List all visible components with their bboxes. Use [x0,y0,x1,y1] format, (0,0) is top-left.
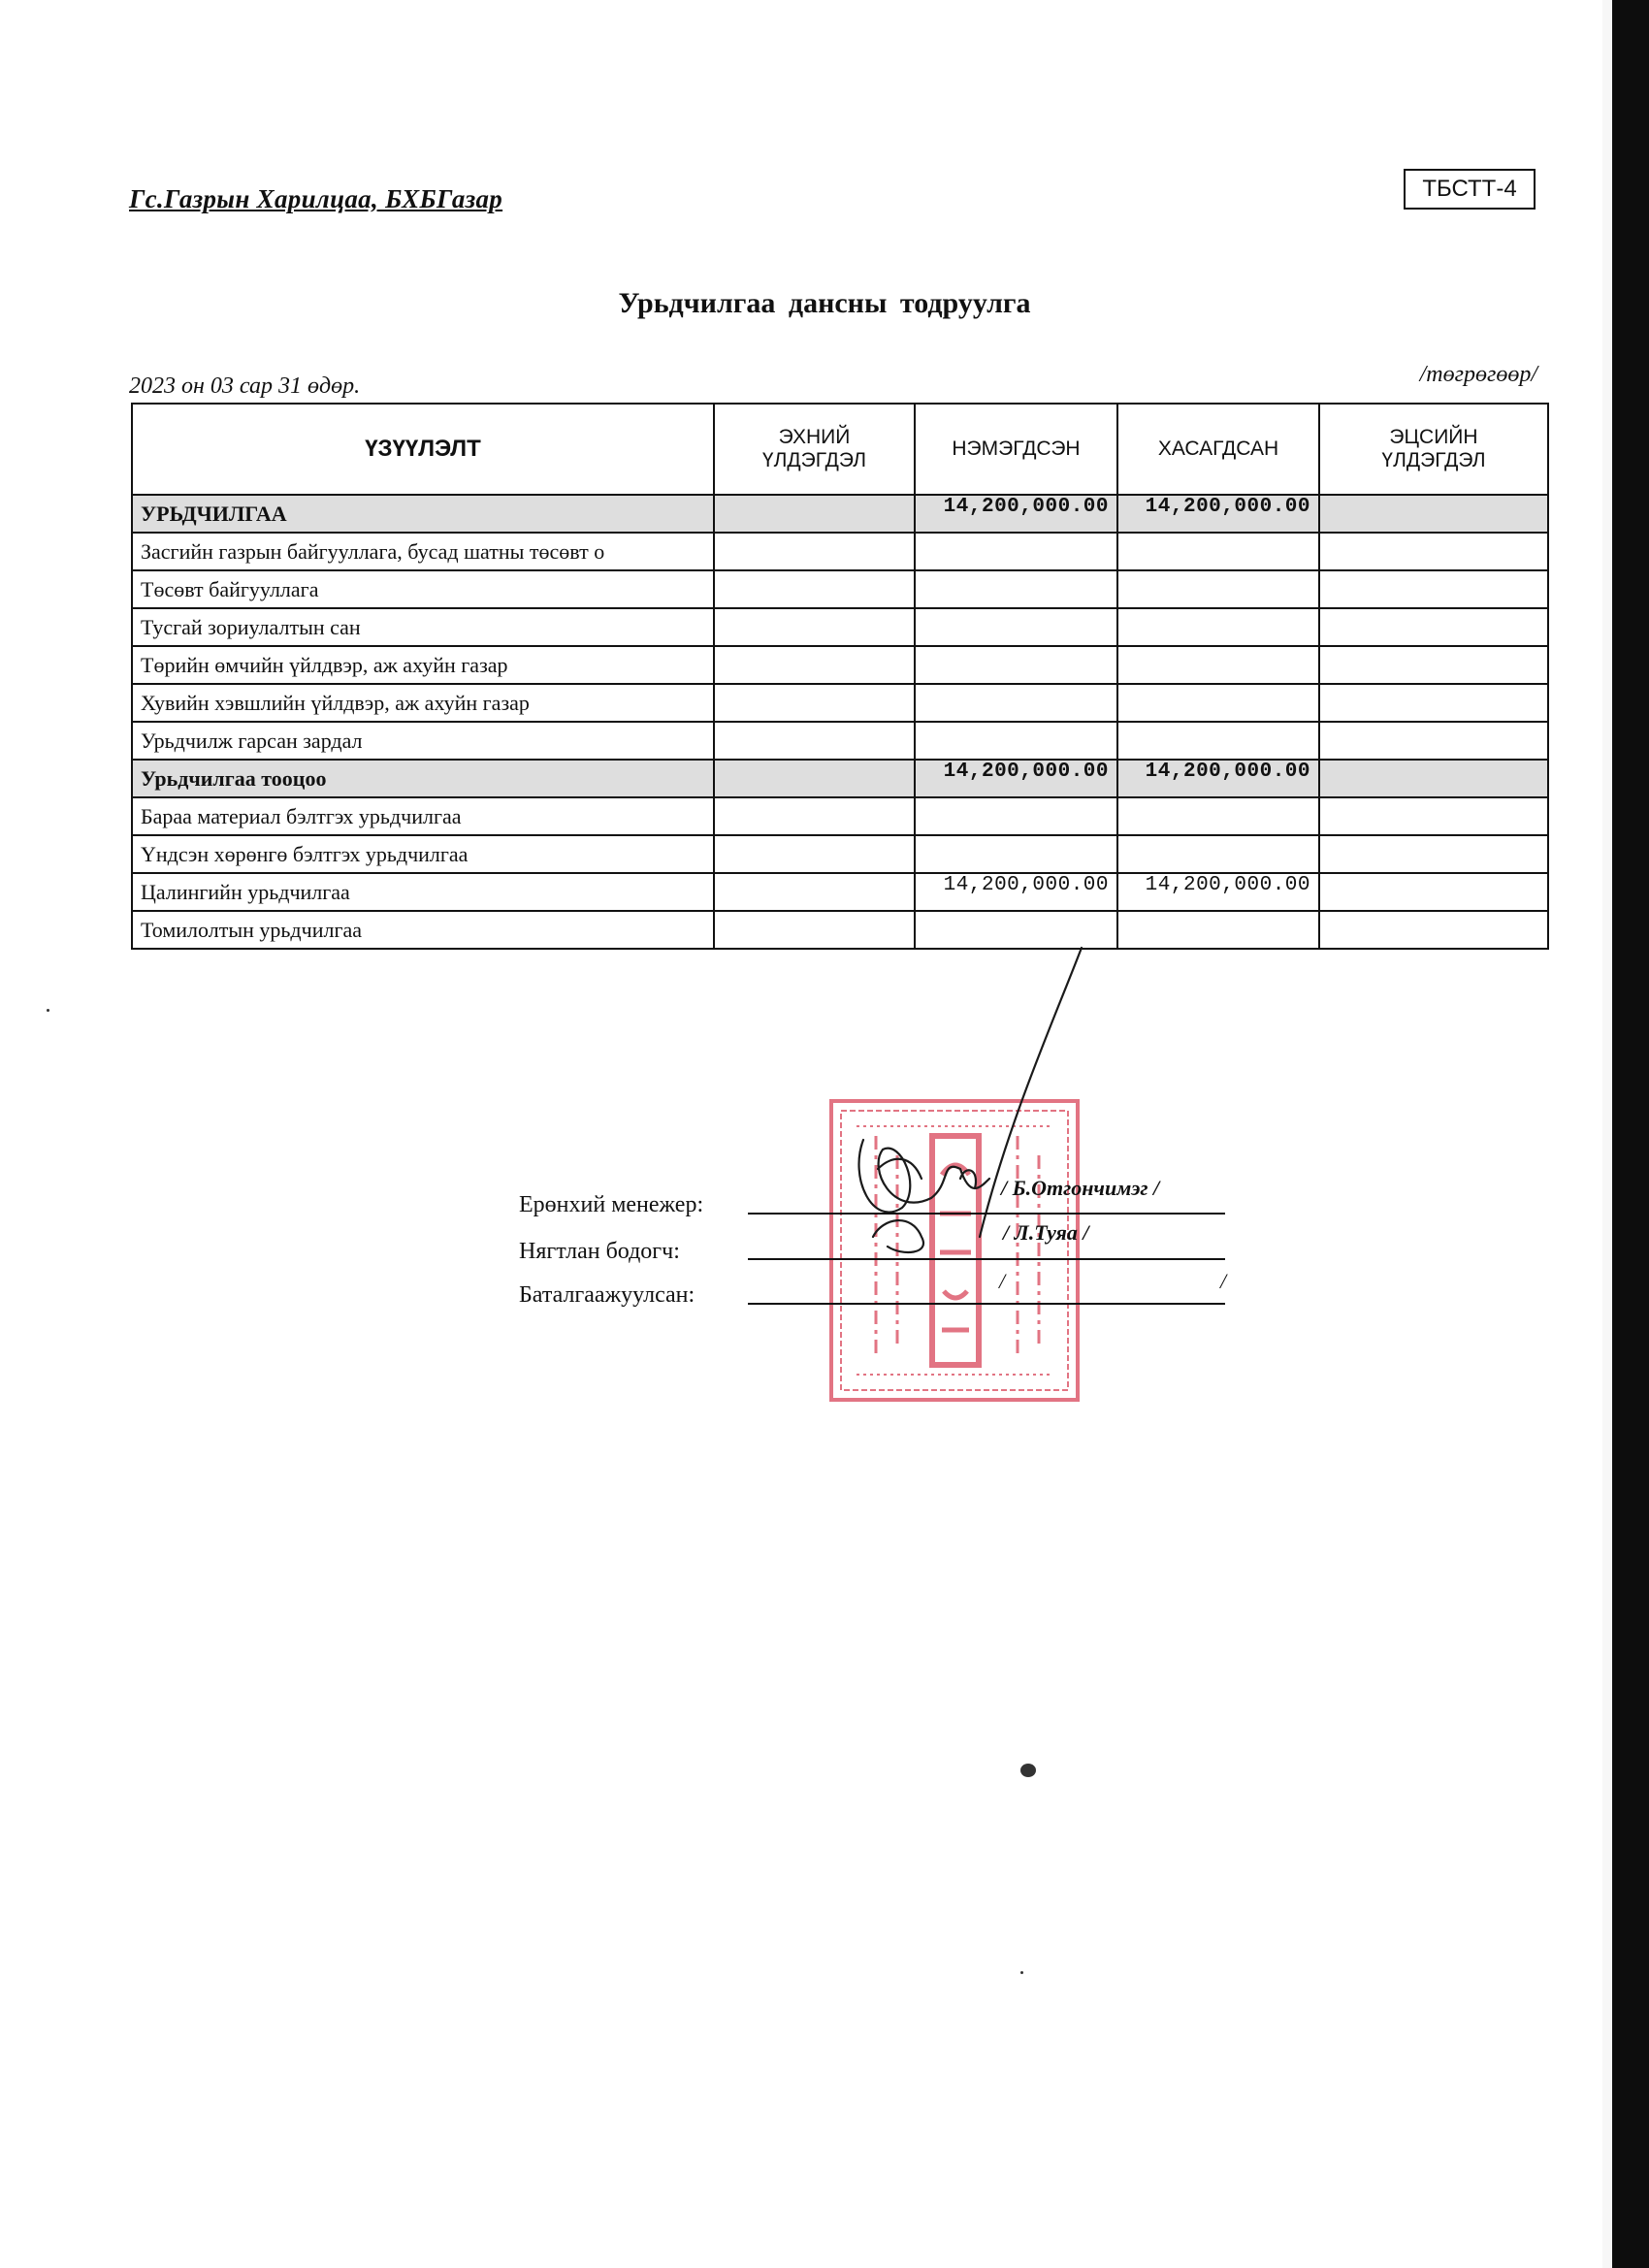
cell-closing [1319,873,1548,911]
accountant-name: / Л.Туяа / [1003,1220,1089,1245]
cell-closing [1319,608,1548,646]
form-code-box: ТБСТТ-4 [1404,169,1536,210]
cell-opening [714,722,915,760]
row-label: Төрийн өмчийн үйлдвэр, аж ахуйн газар [132,646,714,684]
table-row [132,835,1548,873]
cell-closing [1319,533,1548,570]
row-label: УРЬДЧИЛГАА [132,495,714,533]
cell-deducted: 14,200,000.00 [1117,760,1319,797]
currency-unit: /төгрөгөөр/ [1419,362,1537,387]
cell-added [915,608,1117,646]
cell-opening [714,760,915,797]
table-row [132,608,1548,646]
cell-opening [714,684,915,722]
verified-signature-line [748,1303,1225,1305]
cell-closing [1319,722,1548,760]
cell-opening [714,835,915,873]
cell-closing [1319,797,1548,835]
row-label: Төсөвт байгууллага [132,570,714,608]
verified-close-slash: / [1220,1269,1227,1293]
cell-opening [714,495,915,533]
cell-deducted [1117,570,1319,608]
column-header-indicator: ҮЗҮҮЛЭЛТ [132,404,714,495]
cell-deducted: 14,200,000.00 [1117,873,1319,911]
row-label: Тусгай зориулалтын сан [132,608,714,646]
column-header-added: НЭМЭГДСЭН [915,404,1117,495]
cell-opening [714,570,915,608]
cell-deducted [1117,722,1319,760]
advance-account-table [131,403,1549,950]
cell-closing [1319,570,1548,608]
scan-edge-gap [1602,0,1612,2268]
cell-closing [1319,495,1548,533]
manager-signature-line [748,1213,1225,1215]
cell-added: 14,200,000.00 [915,495,1117,533]
table-row [132,797,1548,835]
cell-deducted [1117,684,1319,722]
column-header-deducted: ХАСАГДСАН [1117,404,1319,495]
row-label: Засгийн газрын байгууллага, бусад шатны төсөвт о [132,533,714,570]
cell-opening [714,646,915,684]
table-row [132,570,1548,608]
cell-opening [714,873,915,911]
accountant-signature-line [748,1258,1225,1260]
scan-speck [1020,1764,1036,1777]
organization-name: Гс.Газрын Харилцаа, БХБГазар [129,184,503,213]
cell-deducted [1117,646,1319,684]
cell-closing [1319,911,1548,949]
table-row [132,495,1548,533]
cell-added [915,797,1117,835]
verified-label: Баталгаажуулсан: [519,1282,695,1308]
table-row [132,533,1548,570]
cell-closing [1319,760,1548,797]
cell-opening [714,797,915,835]
column-header-closing: ЭЦСИЙН ҮЛДЭГДЭЛ [1319,404,1548,495]
table-row [132,911,1548,949]
cell-added [915,646,1117,684]
cell-opening [714,911,915,949]
cell-opening [714,608,915,646]
table-row [132,873,1548,911]
row-label: Урьдчилж гарсан зардал [132,722,714,760]
cell-closing [1319,684,1548,722]
cell-deducted [1117,533,1319,570]
cell-closing [1319,646,1548,684]
cell-added: 14,200,000.00 [915,760,1117,797]
row-label: Бараа материал бэлтгэх урьдчилгаа [132,797,714,835]
cell-added [915,533,1117,570]
cell-deducted [1117,608,1319,646]
cell-deducted [1117,835,1319,873]
row-label: Цалингийн урьдчилгаа [132,873,714,911]
scan-speck [1020,1971,1023,1974]
cell-opening [714,533,915,570]
row-label: Томилолтын урьдчилгаа [132,911,714,949]
cell-added [915,684,1117,722]
page-title: Урьдчилгаа дансны тодруулга [618,287,1031,319]
cell-deducted [1117,797,1319,835]
table-row [132,760,1548,797]
row-label: Урьдчилгаа тооцоо [132,760,714,797]
cell-deducted [1117,911,1319,949]
manager-label: Ерөнхий менежер: [519,1192,704,1217]
table-row [132,646,1548,684]
manager-name: / Б.Отгончимэг / [1001,1176,1160,1200]
cell-closing [1319,835,1548,873]
row-label: Үндсэн хөрөнгө бэлтгэх урьдчилгаа [132,835,714,873]
table-row [132,722,1548,760]
row-label: Хувийн хэвшлийн үйлдвэр, аж ахуйн газар [132,684,714,722]
scan-edge [1612,0,1649,2268]
cell-added [915,570,1117,608]
table-row [132,684,1548,722]
report-date: 2023 он 03 сар 31 өдөр. [129,373,361,399]
cell-deducted: 14,200,000.00 [1117,495,1319,533]
cell-added [915,722,1117,760]
verified-open-slash: / [999,1269,1006,1293]
scan-speck [47,1009,49,1012]
table-header-row [132,404,1548,495]
column-header-opening: ЭХНИЙ ҮЛДЭГДЭЛ [714,404,915,495]
cell-added [915,911,1117,949]
cell-added: 14,200,000.00 [915,873,1117,911]
accountant-label: Нягтлан бодогч: [519,1239,680,1264]
cell-added [915,835,1117,873]
